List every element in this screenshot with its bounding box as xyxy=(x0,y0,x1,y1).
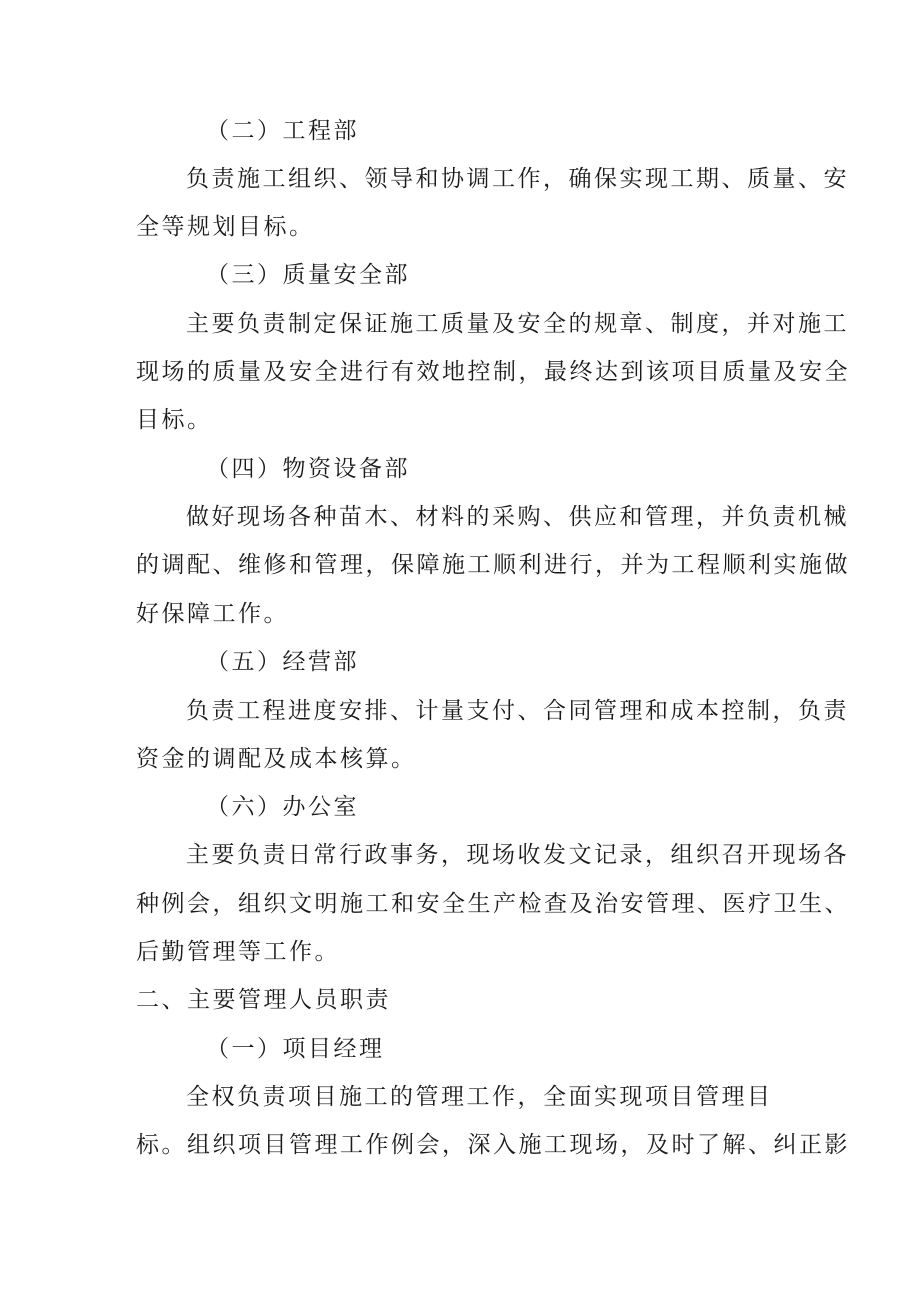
paragraph-line: 好保障工作。 xyxy=(136,601,289,627)
paragraph-line: 全等规划目标。 xyxy=(136,214,315,240)
paragraph-line: 主要负责日常行政事务，现场收发文记录，组织召开现场各 xyxy=(186,842,849,868)
subheading-office: （六）办公室 xyxy=(206,794,359,820)
subheading-operations-dept: （五）经营部 xyxy=(206,649,359,675)
paragraph-line: 负责工程进度安排、计量支付、合同管理和成本控制，负责 xyxy=(186,698,849,724)
paragraph-line: 现场的质量及安全进行有效地控制，最终达到该项目质量及安全 xyxy=(136,359,850,385)
paragraph-line: 目标。 xyxy=(136,407,213,433)
paragraph-line: 主要负责制定保证施工质量及安全的规章、制度，并对施工 xyxy=(186,311,849,337)
paragraph-line: 做好现场各种苗木、材料的采购、供应和管理，并负责机械 xyxy=(186,504,849,530)
section-heading-management-duties: 二、主要管理人员职责 xyxy=(136,987,391,1013)
subheading-quality-safety-dept: （三）质量安全部 xyxy=(206,262,410,288)
paragraph-line: 后勤管理等工作。 xyxy=(136,939,340,965)
subheading-engineering-dept: （二）工程部 xyxy=(206,118,359,144)
paragraph-line: 资金的调配及成本核算。 xyxy=(136,746,417,772)
paragraph-line: 负责施工组织、领导和协调工作，确保实现工期、质量、安 xyxy=(186,166,849,192)
subheading-project-manager: （一）项目经理 xyxy=(206,1036,385,1062)
subheading-materials-equipment-dept: （四）物资设备部 xyxy=(206,456,410,482)
paragraph-line: 全权负责项目施工的管理工作，全面实现项目管理目 xyxy=(186,1084,773,1110)
paragraph-line: 种例会，组织文明施工和安全生产检查及治安管理、医疗卫生、 xyxy=(136,891,850,917)
paragraph-line: 标。组织项目管理工作例会，深入施工现场，及时了解、纠正影 xyxy=(136,1132,850,1158)
paragraph-line: 的调配、维修和管理，保障施工顺利进行，并为工程顺利实施做 xyxy=(136,552,850,578)
